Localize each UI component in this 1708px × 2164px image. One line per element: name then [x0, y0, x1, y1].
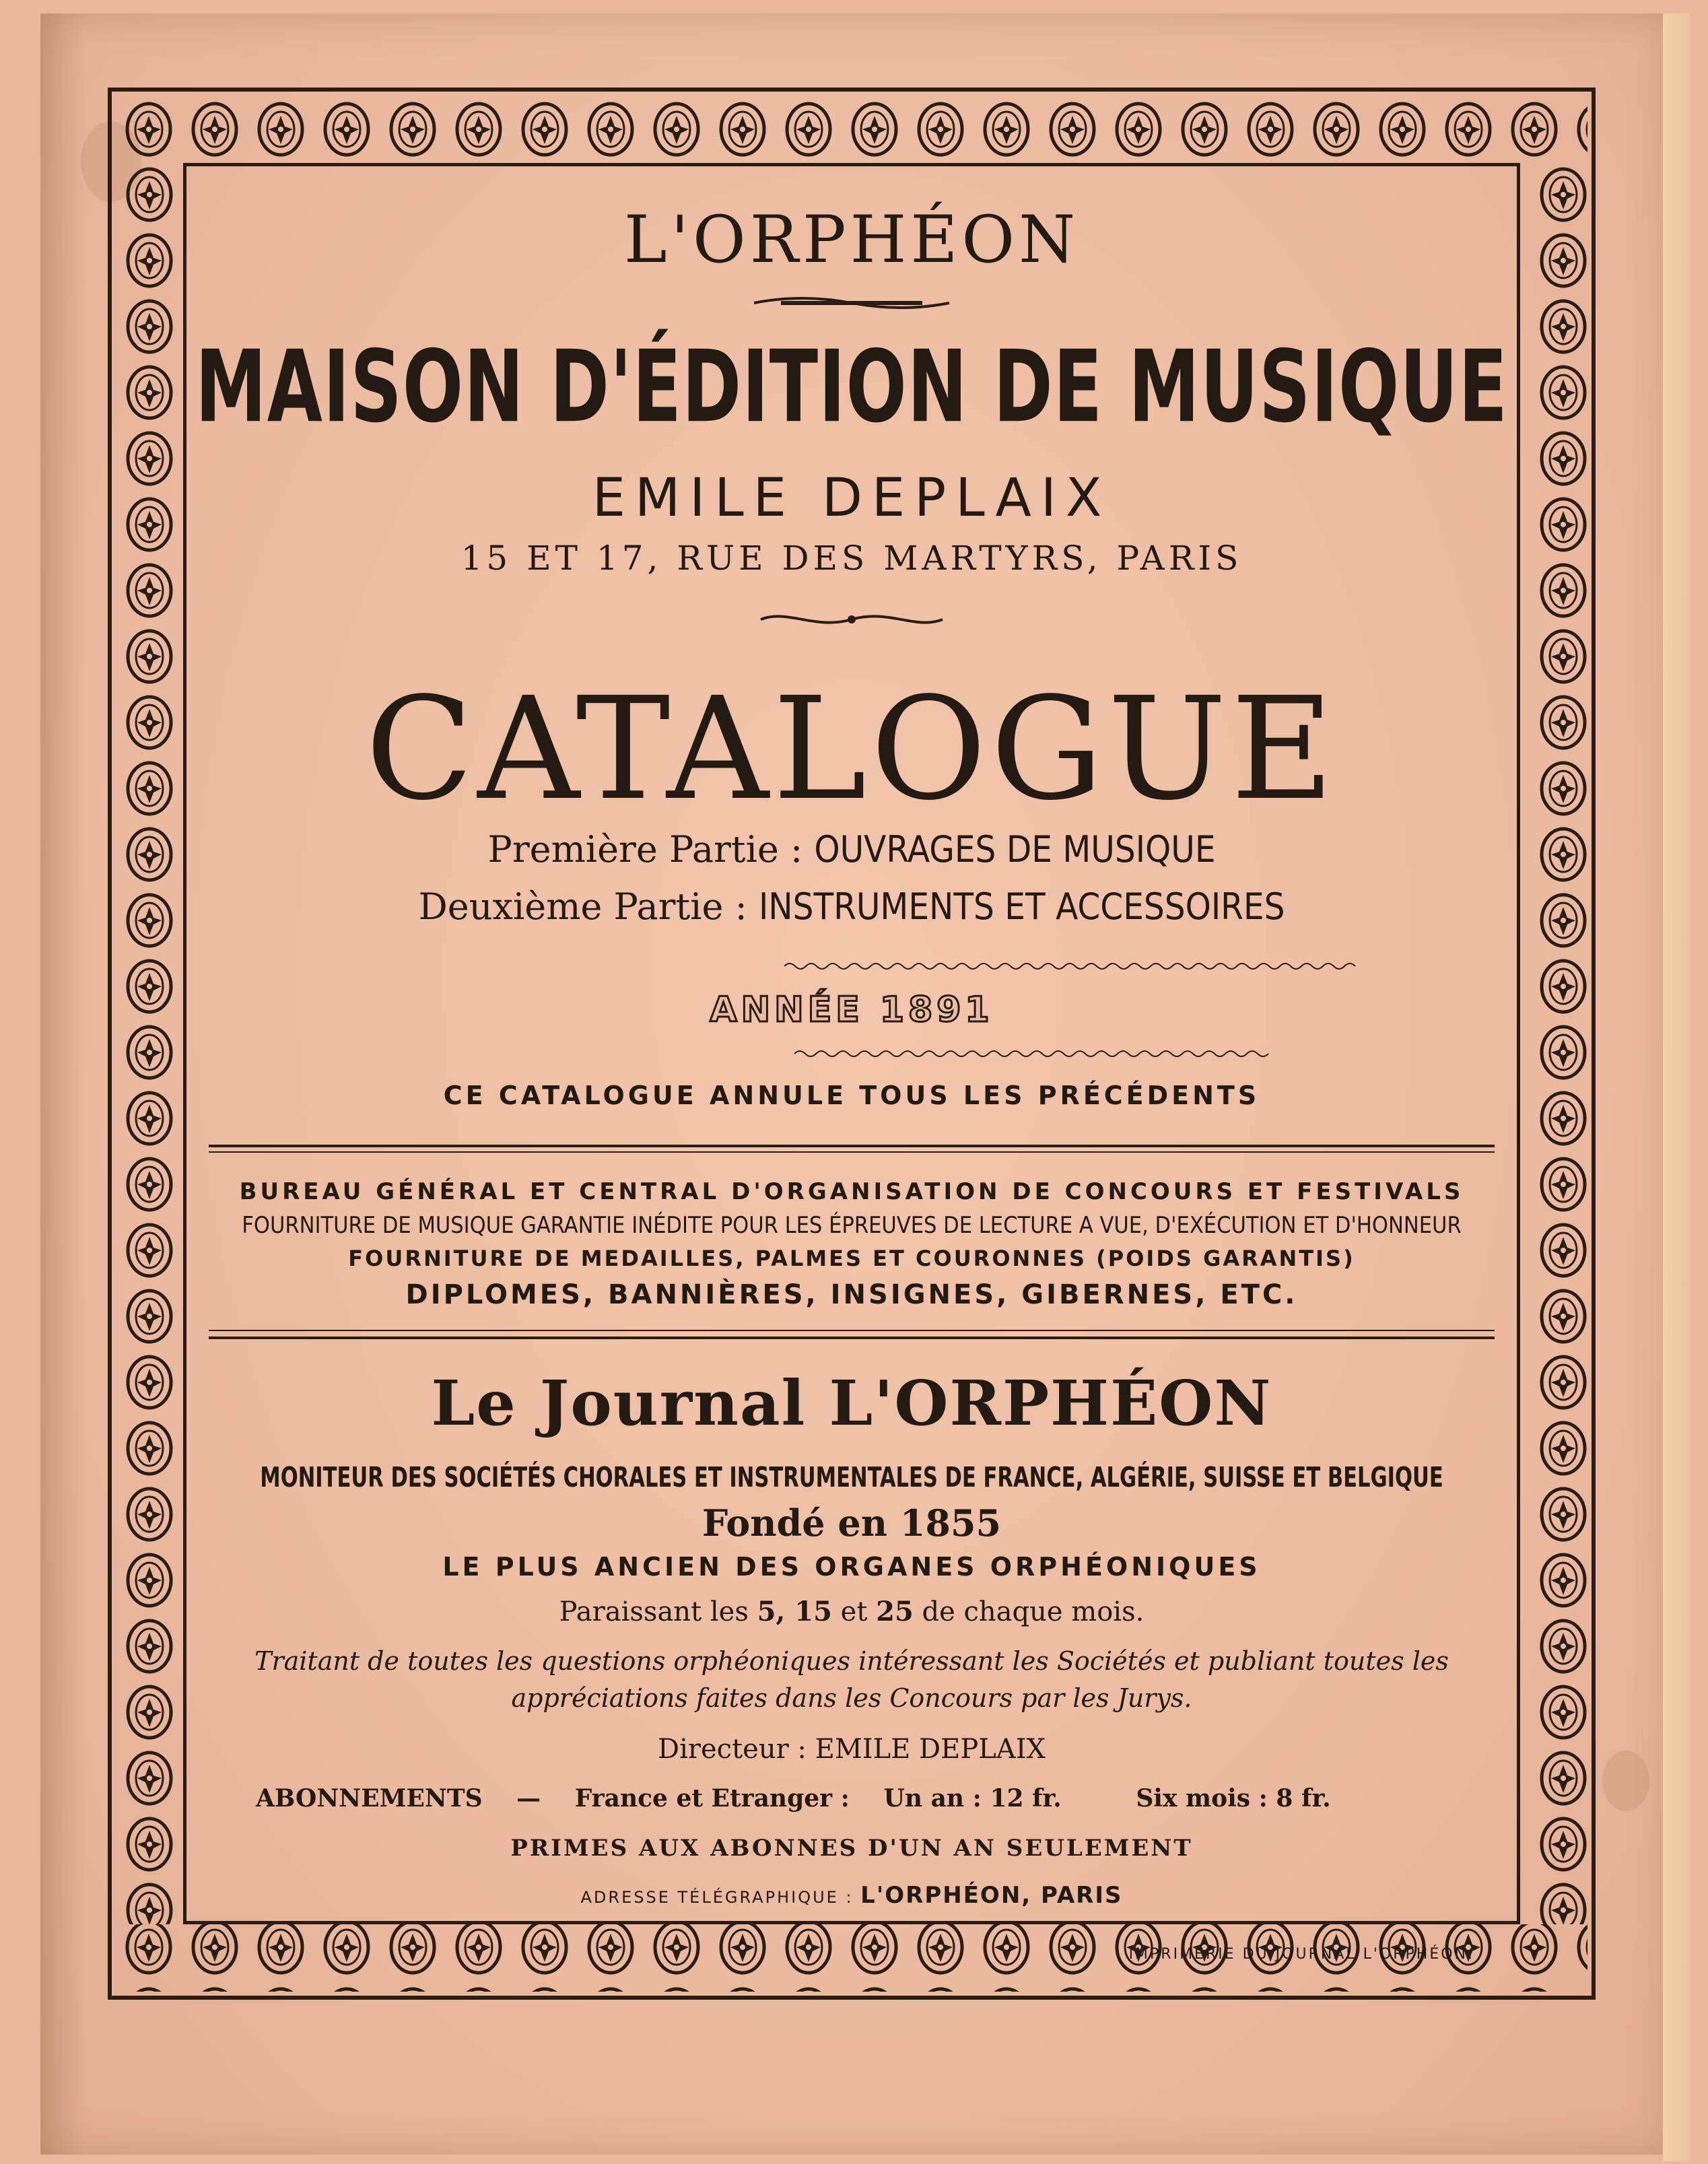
fourniture-medailles-line: FOURNITURE DE MEDAILLES, PALMES ET COURONNES (POIDS GARANTIS): [348, 1246, 1355, 1271]
part-two: [195, 885, 1508, 928]
part-one-value: OUVRAGES DE MUSIQUE: [814, 828, 1216, 871]
paraissant-line: [195, 1596, 1508, 1627]
page-edge: [1663, 13, 1690, 2161]
flourish-divider: [195, 290, 1508, 316]
part-two-value: INSTRUMENTS ET ACCESSOIRES: [758, 885, 1285, 928]
wavy-divider: [195, 959, 1508, 973]
publisher-name: EMILE DEPLAIX: [592, 468, 1112, 529]
bureau-line: BUREAU GÉNÉRAL ET CENTRAL D'ORGANISATION DE CONCOURS ET FESTIVALS: [239, 1178, 1464, 1205]
paraissant-et: et: [840, 1596, 868, 1627]
paraissant-prefix: Paraissant les: [559, 1596, 749, 1627]
abonnements-one-year: Un an : 12 fr.: [883, 1784, 1062, 1813]
part-two-label: Deuxième Partie :: [418, 885, 747, 928]
maison-heading: MAISON D'ÉDITION DE MUSIQUE: [195, 328, 1508, 445]
journal-title: Le Journal L'ORPHÉON: [431, 1367, 1272, 1440]
directeur-name: EMILE DEPLAIX: [815, 1734, 1046, 1765]
worn-spine-edge: [40, 13, 88, 2155]
annule-notice: CE CATALOGUE ANNULE TOUS LES PRÉCÉDENTS: [443, 1081, 1260, 1110]
fourniture-musique-line: FOURNITURE DE MUSIQUE GARANTIE INÉDITE POUR LES ÉPREUVES DE LECTURE A VUE, D'EXÉCUTION ET D'HONNEUR: [242, 1212, 1462, 1239]
diplomes-line: DIPLOMES, BANNIÈRES, INSIGNES, GIBERNES, ETC.: [405, 1279, 1298, 1310]
paraissant-suffix: de chaque mois.: [922, 1596, 1145, 1627]
section-rule: [209, 1330, 1495, 1331]
traitant-line-1: Traitant de toutes les questions orphéoniques intéressant les Sociétés et publiant toutes les: [254, 1646, 1449, 1676]
abonnements-region: France et Etranger :: [574, 1784, 850, 1813]
paraissant-days: 5, 15: [757, 1596, 832, 1627]
directeur-label: Directeur :: [658, 1734, 807, 1765]
abonnements-label: ABONNEMENTS: [256, 1784, 483, 1813]
section-rule: [209, 1145, 1495, 1147]
adresse-line: [195, 1882, 1508, 1909]
paraissant-last: 25: [876, 1596, 914, 1627]
primes-line: PRIMES AUX ABONNES D'UN AN SEULEMENT: [510, 1835, 1193, 1862]
adresse-value: L'ORPHÉON, PARIS: [860, 1882, 1123, 1909]
ancien-line: LE PLUS ANCIEN DES ORGANES ORPHÉONIQUES: [442, 1552, 1261, 1582]
wavy-divider: [195, 1047, 1508, 1060]
section-rule: [209, 1337, 1495, 1339]
catalogue-title: CATALOGUE: [365, 667, 1338, 832]
flourish-divider: [195, 606, 1508, 633]
part-one: [195, 828, 1508, 871]
imprimerie-credit: IMPRIMERIE DU JOURNAL L'ORPHÉON.: [1128, 1946, 1474, 1963]
directeur-line: [195, 1734, 1508, 1765]
stain-mark: [1602, 1751, 1649, 1811]
section-rule: [209, 1151, 1495, 1153]
catalogue-year: ANNÉE 1891: [710, 990, 994, 1030]
traitant-line-2: appréciations faites dans les Concours par les Jurys.: [511, 1683, 1192, 1713]
fonde-line: Fondé en 1855: [702, 1501, 1002, 1545]
abonnements-six-months: Six mois : 8 fr.: [1136, 1784, 1331, 1813]
abonnements-line: [256, 1784, 1468, 1813]
abonnements-dash: —: [516, 1784, 541, 1813]
part-one-label: Première Partie :: [487, 828, 803, 871]
adresse-label: ADRESSE TÉLÉGRAPHIQUE :: [580, 1888, 854, 1907]
moniteur-line: MONITEUR DES SOCIÉTÉS CHORALES ET INSTRUMENTALES DE FRANCE, ALGÉRIE, SUISSE ET BELGIQUE: [260, 1462, 1443, 1494]
orpheon-heading: L'ORPHÉON: [623, 202, 1080, 277]
publisher-address: 15 ET 17, RUE DES MARTYRS, PARIS: [460, 539, 1243, 578]
